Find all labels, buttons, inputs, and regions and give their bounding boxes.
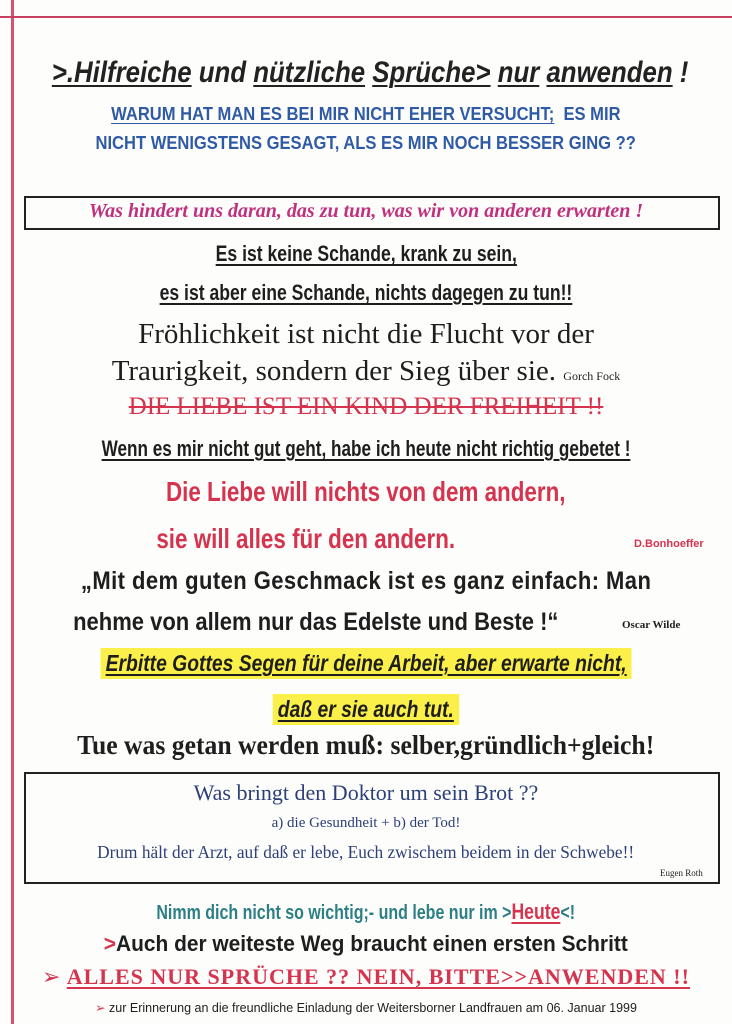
- title-part: >.Hilfreiche: [51, 56, 192, 89]
- title-part: nur: [497, 56, 540, 89]
- doktor-author: Eugen Roth: [660, 868, 703, 878]
- title-part: [365, 56, 372, 89]
- question-text-1b: ES MIR: [554, 104, 621, 124]
- question-text-1: WARUM HAT MAN ES BEI MIR NICHT EHER VERSUCHT;: [111, 104, 555, 124]
- froehlich-line-2: Traurigkeit, sondern der Sieg über sie. Gorch Fock: [111, 355, 621, 387]
- geschmack-line-2: nehme von allem nur das Edelste und Beste !“: [73, 608, 559, 636]
- tue-line: Tue was getan werden muß: selber,gründlich+gleich!: [77, 730, 655, 760]
- title-part: nützliche: [253, 56, 366, 89]
- title-part: Sprüche>: [372, 56, 491, 89]
- footer-marker-icon: ➢: [95, 1000, 106, 1015]
- nimm-highlight: Heute: [511, 899, 561, 924]
- weg-line: >Auch der weiteste Weg braucht einen ersten Schritt: [103, 931, 629, 956]
- title-part: !: [672, 56, 689, 89]
- top-rule: [0, 16, 732, 18]
- title-part: [491, 56, 498, 89]
- doktor-title: Was bringt den Doktor um sein Brot ??: [193, 780, 539, 805]
- alles-marker-icon: ➢: [42, 965, 62, 990]
- alles-line: ➢ ALLES NUR SPRÜCHE ?? NEIN, BITTE>>ANWENDEN !!: [42, 964, 690, 990]
- schande-line-2: es ist aber eine Schande, nichts dagegen zu tun!!: [159, 280, 573, 305]
- geschmack-line-1: „Mit dem guten Geschmack ist es ganz einfach: Man: [80, 567, 652, 595]
- liebe-will-author: D.Bonhoeffer: [634, 538, 704, 550]
- froehlich-line-1: Fröhlichkeit ist nicht die Flucht vor der: [138, 318, 594, 350]
- froehlich-author: Gorch Fock: [563, 369, 621, 383]
- doktor-line-3: Drum hält der Arzt, auf daß er lebe, Euch zwischem beidem in der Schwebe!!: [97, 842, 635, 862]
- question-line-1: [0, 104, 732, 125]
- title-part: und: [191, 56, 254, 89]
- segen-line-1: Erbitte Gottes Segen für deine Arbeit, aber erwarte nicht,: [0, 648, 732, 679]
- boxed-quote: Was hindert uns daran, das zu tun, was wir von anderen erwarten !: [88, 200, 644, 222]
- liebe-freiheit: DIE LIEBE IST EIN KIND DER FREIHEIT !!: [128, 393, 604, 420]
- liebe-will-line-1: Die Liebe will nichts von dem andern,: [166, 476, 566, 507]
- weg-marker: >: [103, 931, 117, 956]
- segen-line-2: daß er sie auch tut.: [0, 694, 732, 725]
- liebe-will-line-2: sie will alles für den andern.: [156, 523, 456, 554]
- footer-line: ➢ zur Erinnerung an die freundliche Einladung der Weitersborner Landfrauen am 06. Januar 1999: [95, 1000, 637, 1015]
- page-title: [0, 56, 732, 90]
- nimm-line: Nimm dich nicht so wichtig;- und lebe nur im >Heute<!: [156, 899, 576, 924]
- gebetet-line: Wenn es mir nicht gut geht, habe ich heute nicht richtig gebetet !: [101, 436, 631, 461]
- question-line-2: NICHT WENIGSTENS GESAGT, ALS ES MIR NOCH BESSER GING ??: [95, 133, 637, 153]
- schande-line-1: Es ist keine Schande, krank zu sein,: [215, 241, 517, 266]
- geschmack-author: Oscar Wilde: [622, 619, 681, 631]
- title-part: anwenden: [546, 56, 673, 89]
- doktor-line-2: a) die Gesundheit + b) der Tod!: [271, 815, 461, 831]
